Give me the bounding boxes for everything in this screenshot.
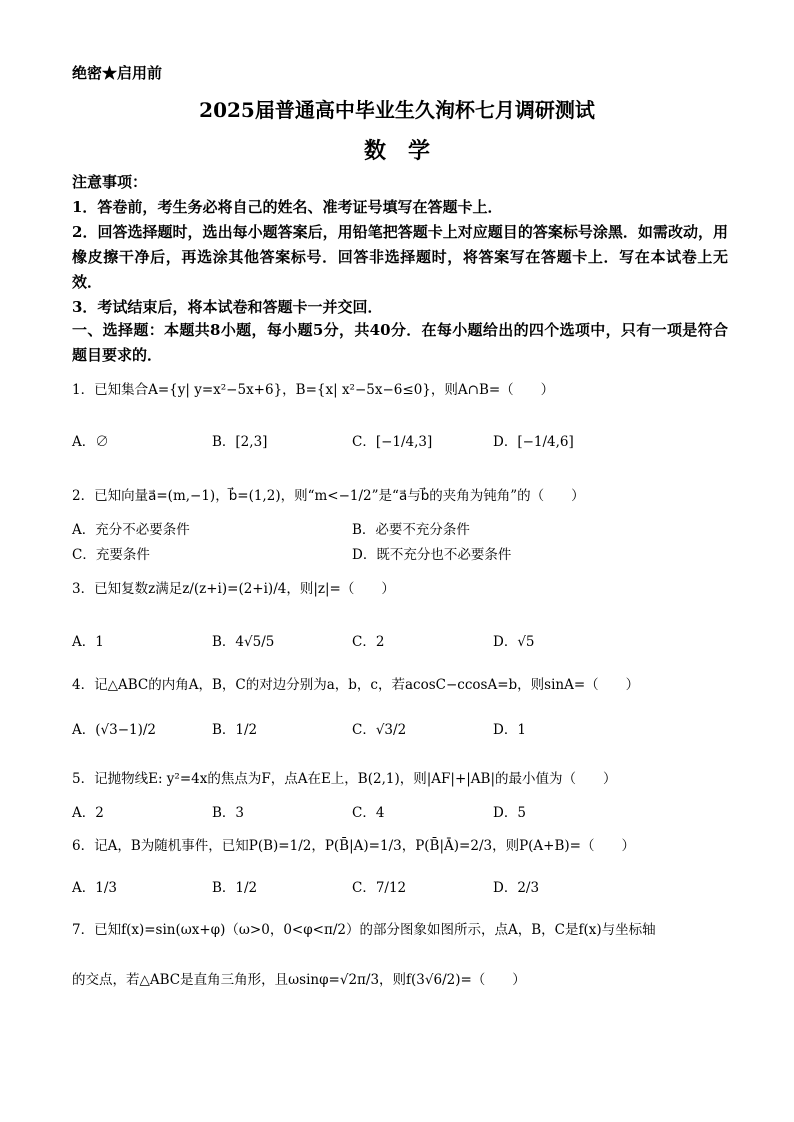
question-7-stem-line1: 7．已知f(x)=sin(ωx+φ)（ω>0，0<φ<π/2）的部分图象如图所示，点A，B，C是f(x)与坐标轴 (72, 922, 656, 938)
question-5-option-d: D．5 (493, 805, 526, 821)
note-item-3: 3．考试结束后，将本试卷和答题卡一并交回． (72, 298, 383, 316)
question-1-option-a: A．∅ (72, 434, 109, 450)
subject-title: 数学 (363, 138, 452, 164)
question-4-option-d: D．1 (493, 722, 526, 738)
notes-block (72, 170, 728, 320)
question-1-option-d: D．[−1/4,6] (493, 434, 574, 450)
question-4-stem: 4．记△ABC的内角A，B，C的对边分别为a，b，c，若acosC−ccosA=b，则sinA=（ ） (72, 677, 640, 693)
question-6-option-d: D．2/3 (493, 880, 540, 896)
question-6-option-a: A．1/3 (72, 880, 117, 896)
question-4-option-b: B．1/2 (212, 722, 258, 738)
question-3-stem: 3．已知复数z满足z/(z+i)=(2+i)/4，则|z|=（ ） (72, 581, 395, 597)
question-2-option-d: D．既不充分也不必要条件 (352, 547, 512, 563)
question-6-option-b: B．1/2 (212, 880, 258, 896)
question-2-option-a: A．充分不必要条件 (72, 522, 190, 538)
question-5-option-c: C．4 (352, 805, 385, 821)
question-3-option-c: C．2 (352, 634, 385, 650)
question-4-option-a: A．(√3−1)/2 (72, 722, 157, 738)
question-1-option-b: B．[2,3] (212, 434, 268, 450)
question-3-option-a: A．1 (72, 634, 104, 650)
question-5-option-a: A．2 (72, 805, 104, 821)
question-1-stem: 1．已知集合A={y| y=x²−5x+6}，B={x| x²−5x−6≤0}，则A∩B=（ ） (72, 382, 555, 398)
question-3-option-b: B．4√5/5 (212, 634, 275, 650)
question-2-option-c: C．充要条件 (72, 547, 150, 563)
question-1-option-c: C．[−1/4,3] (352, 434, 433, 450)
question-2-stem: 2．已知向量a⃗=(m,−1)，b⃗=(1,2)，则“m<−1/2”是“a⃗与b⃗的夹角为钝角”的（ ） (72, 488, 585, 504)
notes-heading: 注意事项： (72, 173, 148, 191)
exam-title: 2025届普通高中毕业生久洵杯七月调研测试 (199, 98, 595, 122)
question-7-stem-line2: 的交点，若△ABC是直角三角形，且ωsinφ=√2π/3，则f(3√6/2)=（ ） (72, 972, 526, 988)
question-5-stem: 5．记抛物线E: y²=4x的焦点为F，点A在E上，B(2,1)，则|AF|+|AB|的最小值为（ ） (72, 771, 617, 787)
secret-label: 绝密★启用前 (72, 64, 163, 82)
question-2-option-b: B．必要不充分条件 (352, 522, 470, 538)
question-6-stem: 6．记A，B为随机事件，已知P(B)=1/2，P(B̄|A)=1/3，P(B̄|Ā)=2/3，则P(A+B)=（ ） (72, 838, 635, 854)
question-4-option-c: C．√3/2 (352, 722, 407, 738)
note-item-1: 1．答卷前，考生务必将自己的姓名、准考证号填写在答题卡上． (72, 198, 503, 216)
question-6-option-c: C．7/12 (352, 880, 407, 896)
question-3-option-d: D．√5 (493, 634, 535, 650)
question-5-option-b: B．3 (212, 805, 245, 821)
section-heading: 一、选择题：本题共8小题，每小题5分，共40分．在每小题给出的四个选项中，只有一项是符合题目要求的． (72, 321, 728, 364)
note-item-2: 2．回答选择题时，选出每小题答案后，用铅笔把答题卡上对应题目的答案标号涂黑．如需改动，用橡皮擦干净后，再选涂其他答案标号．回答非选择题时，将答案写在答题卡上．写在本试卷上无效． (72, 223, 728, 291)
